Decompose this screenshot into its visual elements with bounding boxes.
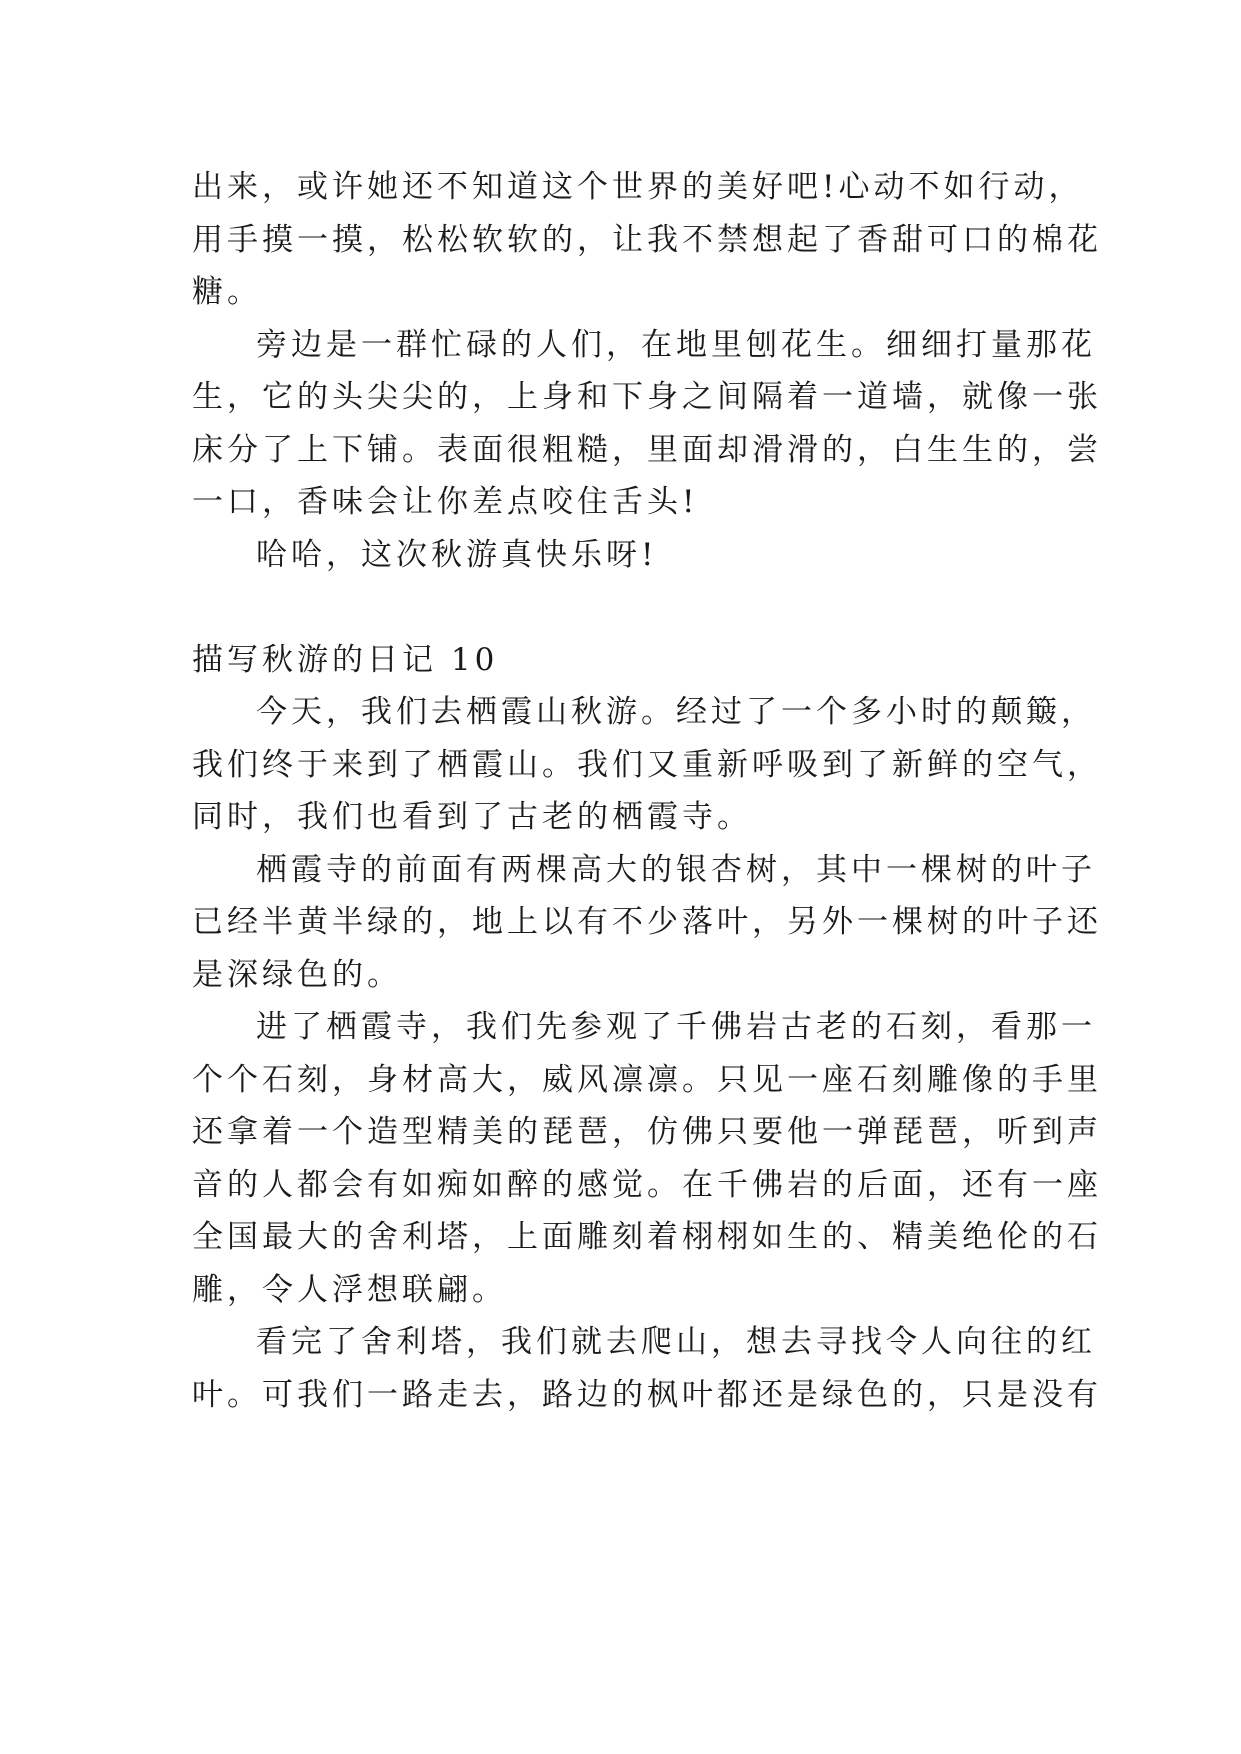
- text-line: 看完了舍利塔，我们就去爬山，想去寻找令人向往的红: [256, 1324, 1096, 1360]
- text-line: 床分了上下铺。表面很粗糙，里面却滑滑的，白生生的，尝: [192, 432, 1102, 468]
- text-line: 哈哈，这次秋游真快乐呀!: [256, 537, 658, 573]
- text-line: 音的人都会有如痴如醉的感觉。在千佛岩的后面，还有一座: [192, 1167, 1102, 1203]
- text-line: 用手摸一摸，松松软软的，让我不禁想起了香甜可口的棉花: [192, 222, 1102, 258]
- text-line: 叶。可我们一路走去，路边的枫叶都还是绿色的，只是没有: [192, 1377, 1102, 1413]
- text-line: 是深绿色的。: [192, 957, 402, 993]
- text-line: 还拿着一个造型精美的琵琶，仿佛只要他一弹琵琶，听到声: [192, 1114, 1102, 1150]
- text-line: 已经半黄半绿的，地上以有不少落叶，另外一棵树的叶子还: [192, 904, 1102, 940]
- text-line: 同时，我们也看到了古老的栖霞寺。: [192, 799, 752, 835]
- text-line: 雕，令人浮想联翩。: [192, 1272, 507, 1308]
- text-line: 今天，我们去栖霞山秋游。经过了一个多小时的颠簸，: [256, 694, 1096, 730]
- text-line: 我们终于来到了栖霞山。我们又重新呼吸到了新鲜的空气，: [192, 747, 1102, 783]
- text-line: 一口，香味会让你差点咬住舌头!: [192, 484, 699, 520]
- text-line: 生，它的头尖尖的，上身和下身之间隔着一道墙，就像一张: [192, 379, 1102, 415]
- text-line: 糖。: [192, 274, 262, 310]
- text-line: 旁边是一群忙碌的人们，在地里刨花生。细细打量那花: [256, 327, 1096, 363]
- text-line: 出来，或许她还不知道这个世界的美好吧!心动不如行动，: [192, 169, 1084, 205]
- text-line: 栖霞寺的前面有两棵高大的银杏树，其中一棵树的叶子: [256, 852, 1096, 888]
- section-title: 描写秋游的日记 10: [192, 642, 499, 678]
- text-line: 个个石刻，身材高大，威风凛凛。只见一座石刻雕像的手里: [192, 1062, 1102, 1098]
- text-line: 进了栖霞寺，我们先参观了千佛岩古老的石刻，看那一: [256, 1009, 1096, 1045]
- text-line: 全国最大的舍利塔，上面雕刻着栩栩如生的、精美绝伦的石: [192, 1219, 1102, 1255]
